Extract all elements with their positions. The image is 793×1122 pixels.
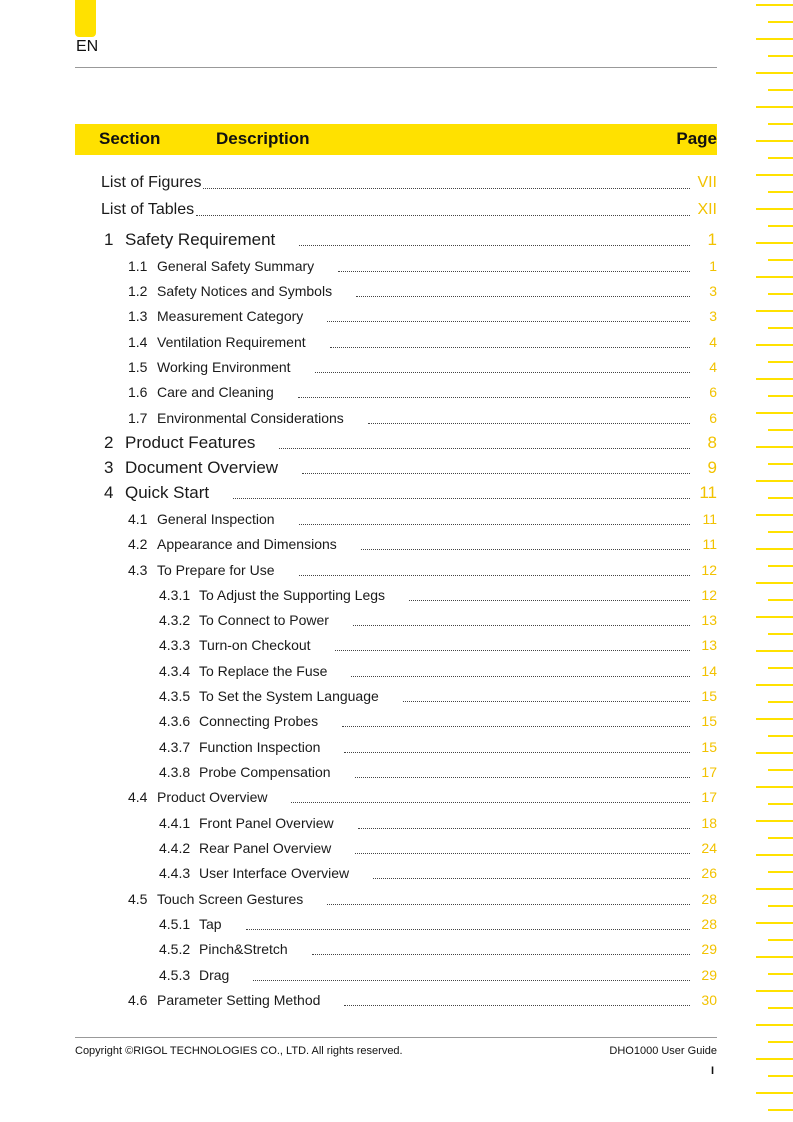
side-tick — [768, 21, 793, 23]
toc-entry[interactable] — [0, 989, 717, 1011]
toc-entry-page: 3 — [709, 283, 717, 299]
toc-entry[interactable] — [0, 634, 717, 656]
side-tick — [768, 871, 793, 873]
side-tick — [756, 718, 793, 720]
toc-entry-title: Front Panel Overview — [199, 815, 334, 831]
toc-entry-title: Quick Start — [125, 483, 210, 502]
toc-dot-leader — [338, 270, 690, 272]
toc-entry[interactable] — [0, 736, 717, 758]
side-tick — [756, 344, 793, 346]
toc-entry-title: Appearance and Dimensions — [157, 536, 337, 552]
side-tick — [756, 616, 793, 618]
side-tick — [756, 242, 793, 244]
toc-dot-leader — [203, 187, 690, 189]
toc-entry-page: VII — [697, 174, 717, 191]
toc-entry-page: 6 — [709, 384, 717, 400]
side-tick — [768, 259, 793, 261]
side-tick — [768, 735, 793, 737]
toc-entry-page: 4 — [709, 334, 717, 350]
side-tick — [768, 191, 793, 193]
side-decoration — [750, 0, 793, 1122]
toc-dot-leader — [342, 725, 690, 727]
toc-dot-leader — [344, 751, 690, 753]
toc-entry[interactable] — [0, 660, 717, 682]
toc-entry-page: 8 — [707, 433, 717, 452]
toc-entry-number: 1.1 — [128, 258, 148, 274]
side-tick — [756, 990, 793, 992]
toc-entry-title: Safety Notices and Symbols — [157, 283, 333, 299]
toc-entry-number: 4.5.1 — [159, 916, 191, 932]
side-tick — [768, 701, 793, 703]
toc-entry-title: To Connect to Power — [199, 612, 329, 628]
toc-entry[interactable] — [0, 432, 717, 454]
toc-entry-title: Connecting Probes — [199, 713, 319, 729]
toc-entry-number: 2 — [104, 433, 114, 452]
toc-entry-number: 4.4.1 — [159, 815, 191, 831]
toc-dot-leader — [246, 928, 690, 930]
toc-entry-page: 14 — [701, 663, 717, 679]
toc-entry[interactable] — [0, 862, 717, 884]
toc-entry-page: 30 — [701, 992, 717, 1008]
toc-entry-title: Function Inspection — [199, 739, 321, 755]
toc-entry[interactable] — [0, 255, 717, 277]
toc-entry-title: Care and Cleaning — [157, 384, 274, 400]
side-tick — [756, 412, 793, 414]
toc-entry[interactable] — [0, 964, 717, 986]
toc-entry-title: Tap — [199, 916, 222, 932]
toc-entry-title: Rear Panel Overview — [199, 840, 332, 856]
side-tick — [768, 803, 793, 805]
toc-entry-page: 15 — [701, 739, 717, 755]
side-tick — [768, 327, 793, 329]
side-tick — [768, 939, 793, 941]
side-tick — [768, 157, 793, 159]
toc-entry-number: 1 — [104, 230, 114, 249]
side-tick — [756, 956, 793, 958]
toc-dot-leader — [356, 295, 690, 297]
toc-entry-page: 9 — [707, 458, 717, 477]
toc-entry-page: 17 — [701, 764, 717, 780]
toc-entry-title: Working Environment — [157, 359, 291, 375]
footer-guide-title: DHO1000 User Guide — [609, 1045, 717, 1057]
side-tick — [768, 973, 793, 975]
toc-entry[interactable] — [0, 356, 717, 378]
header-page-label: Page — [676, 129, 717, 148]
toc-entry-number: 1.6 — [128, 384, 148, 400]
side-tick — [768, 55, 793, 57]
toc-entry-number: 4.3.6 — [159, 713, 191, 729]
toc-entry[interactable] — [0, 172, 717, 194]
side-tick — [756, 820, 793, 822]
side-tick — [768, 769, 793, 771]
toc-entry-number: 4.3.2 — [159, 612, 191, 628]
side-tick — [756, 786, 793, 788]
side-tick — [768, 225, 793, 227]
toc-entry-title: Ventilation Requirement — [157, 334, 306, 350]
toc-entry-number: 4.2 — [128, 536, 148, 552]
toc-entry-title: Safety Requirement — [125, 230, 276, 249]
toc-entry-title: Parameter Setting Method — [157, 992, 321, 1008]
toc-dot-leader — [353, 624, 690, 626]
footer-copyright: Copyright ©RIGOL TECHNOLOGIES CO., LTD. All rights reserved. — [75, 1045, 403, 1057]
toc-dot-leader — [291, 801, 690, 803]
toc-entry-page: 11 — [702, 536, 717, 552]
toc-entry-page: 15 — [701, 713, 717, 729]
side-tick — [756, 480, 793, 482]
toc-entry[interactable] — [0, 508, 717, 530]
toc-entry-page: 12 — [701, 587, 717, 603]
side-tick — [768, 395, 793, 397]
side-tick — [756, 922, 793, 924]
toc-entry-title: Touch Screen Gestures — [157, 891, 304, 907]
toc-entry-number: 4.5.3 — [159, 967, 191, 983]
toc-dot-leader — [315, 371, 690, 373]
side-tick — [768, 565, 793, 567]
side-tick — [756, 548, 793, 550]
toc-dot-leader — [344, 1004, 690, 1006]
toc-entry-title: List of Figures — [101, 174, 202, 191]
side-tick — [768, 1109, 793, 1111]
toc-entry-number: 4.3.4 — [159, 663, 191, 679]
toc-entry[interactable] — [0, 938, 717, 960]
toc-entry-number: 3 — [104, 458, 114, 477]
toc-entry[interactable] — [0, 609, 717, 631]
side-tick — [756, 888, 793, 890]
toc-entry-title: Drag — [199, 967, 230, 983]
toc-entry-page: 28 — [701, 916, 717, 932]
toc-dot-leader — [355, 852, 690, 854]
toc-entry-number: 4.3.7 — [159, 739, 191, 755]
side-tick — [768, 1041, 793, 1043]
side-tick — [756, 650, 793, 652]
toc-entry-page: 1 — [707, 230, 717, 249]
side-tick — [768, 633, 793, 635]
toc-entry-title: To Adjust the Supporting Legs — [199, 587, 386, 603]
toc-entry-number: 4.3.3 — [159, 637, 191, 653]
toc-entry-number: 1.4 — [128, 334, 148, 350]
toc-entry[interactable] — [0, 812, 717, 834]
side-tick — [768, 89, 793, 91]
toc-entry[interactable] — [0, 913, 717, 935]
toc-entry-title: Document Overview — [125, 458, 279, 477]
footer-rule — [75, 1037, 717, 1038]
side-tick — [768, 599, 793, 601]
toc-entry-page: 15 — [701, 688, 717, 704]
toc-entry[interactable] — [0, 331, 717, 353]
side-tick — [756, 140, 793, 142]
footer-page-number: I — [711, 1065, 715, 1077]
toc-entry-title: General Safety Summary — [157, 258, 315, 274]
toc-entry-title: To Prepare for Use — [157, 562, 275, 578]
toc-dot-leader — [233, 497, 690, 499]
toc-entry-number: 4.4.3 — [159, 865, 191, 881]
toc-entry-number: 4.3.8 — [159, 764, 191, 780]
toc-dot-leader — [327, 320, 690, 322]
side-tick — [756, 174, 793, 176]
toc-entry-title: To Set the System Language — [199, 688, 379, 704]
toc-entry-number: 4.5 — [128, 891, 148, 907]
toc-entry[interactable] — [0, 381, 717, 403]
toc-entry-title: List of Tables — [101, 201, 195, 218]
side-tick — [768, 429, 793, 431]
side-tick — [756, 1092, 793, 1094]
toc-entry[interactable] — [0, 305, 717, 327]
header-rule — [75, 67, 717, 68]
toc-dot-leader — [299, 244, 690, 246]
toc-entry[interactable] — [0, 559, 717, 581]
toc-entry-title: To Replace the Fuse — [199, 663, 328, 679]
toc-dot-leader — [403, 700, 690, 702]
toc-entry-number: 4 — [104, 483, 114, 502]
side-tick — [756, 310, 793, 312]
toc-entry-page: 26 — [701, 865, 717, 881]
side-tick — [768, 667, 793, 669]
toc-entry-title: Pinch&Stretch — [199, 941, 288, 957]
toc-entry-number: 4.1 — [128, 511, 148, 527]
toc-entry[interactable] — [0, 710, 717, 732]
side-tick — [756, 38, 793, 40]
toc-entry[interactable] — [0, 199, 717, 221]
toc-entry-number: 4.3.1 — [159, 587, 191, 603]
toc-entry-title: Product Overview — [157, 789, 268, 805]
side-tick — [756, 106, 793, 108]
toc-entry[interactable] — [0, 482, 717, 504]
toc-dot-leader — [358, 827, 690, 829]
toc-entry-number: 1.7 — [128, 410, 148, 426]
toc-entry-page: 11 — [702, 511, 717, 527]
toc-entry-number: 4.4.2 — [159, 840, 191, 856]
toc-entry[interactable] — [0, 685, 717, 707]
side-tick — [768, 1075, 793, 1077]
toc-entry-page: 18 — [701, 815, 717, 831]
side-tick — [768, 497, 793, 499]
toc-dot-leader — [312, 953, 690, 955]
side-tick — [768, 123, 793, 125]
toc-header-bar — [75, 124, 717, 155]
toc-entry[interactable] — [0, 837, 717, 859]
toc-entry[interactable] — [0, 761, 717, 783]
toc-entry-page: 6 — [709, 410, 717, 426]
side-tick — [756, 1024, 793, 1026]
toc-dot-leader — [330, 346, 690, 348]
toc-entry-page: 29 — [701, 941, 717, 957]
toc-dot-leader — [298, 396, 690, 398]
side-tick — [756, 378, 793, 380]
toc-entry-page: 17 — [701, 789, 717, 805]
side-tick — [768, 1007, 793, 1009]
toc-dot-leader — [368, 422, 690, 424]
toc-entry-number: 4.6 — [128, 992, 148, 1008]
toc-entry[interactable] — [0, 584, 717, 606]
side-tick — [756, 1058, 793, 1060]
toc-entry-page: 4 — [709, 359, 717, 375]
toc-entry-page: 12 — [701, 562, 717, 578]
toc-entry-page: 3 — [709, 308, 717, 324]
toc-entry-page: 1 — [709, 258, 717, 274]
toc-entry[interactable] — [0, 533, 717, 555]
toc-entry[interactable] — [0, 888, 717, 910]
toc-entry[interactable] — [0, 407, 717, 429]
toc-entry-page: 29 — [701, 967, 717, 983]
toc-entry-title: General Inspection — [157, 511, 275, 527]
toc-entry-page: 24 — [701, 840, 717, 856]
side-tick — [768, 837, 793, 839]
side-tick — [756, 208, 793, 210]
toc-entry-title: Turn-on Checkout — [199, 637, 311, 653]
toc-dot-leader — [409, 599, 690, 601]
side-tick — [768, 531, 793, 533]
toc-entry-title: Environmental Considerations — [157, 410, 344, 426]
toc-dot-leader — [327, 903, 690, 905]
toc-entry-number: 4.3 — [128, 562, 148, 578]
toc-dot-leader — [299, 523, 690, 525]
side-tick — [756, 4, 793, 6]
toc-dot-leader — [302, 472, 690, 474]
toc-dot-leader — [253, 979, 690, 981]
toc-dot-leader — [196, 214, 690, 216]
side-tick — [756, 854, 793, 856]
toc-entry-number: 1.2 — [128, 283, 148, 299]
side-tick — [756, 276, 793, 278]
side-tick — [756, 514, 793, 516]
side-tick — [756, 72, 793, 74]
chapter-tab-marker — [75, 0, 96, 37]
toc-entry-number: 4.3.5 — [159, 688, 191, 704]
toc-dot-leader — [351, 675, 690, 677]
language-label: EN — [76, 38, 99, 55]
toc-entry-number: 1.5 — [128, 359, 148, 375]
toc-entry-number: 1.3 — [128, 308, 148, 324]
toc-entry-title: User Interface Overview — [199, 865, 350, 881]
toc-entry-title: Probe Compensation — [199, 764, 331, 780]
toc-dot-leader — [361, 548, 690, 550]
toc-entry-page: 28 — [701, 891, 717, 907]
toc-dot-leader — [373, 877, 690, 879]
toc-entry-page: 11 — [699, 483, 717, 502]
header-section-label: Section — [99, 129, 161, 148]
side-tick — [756, 582, 793, 584]
toc-entry[interactable] — [0, 457, 717, 479]
toc-dot-leader — [299, 574, 690, 576]
toc-entry-page: 13 — [701, 637, 717, 653]
side-tick — [768, 361, 793, 363]
toc-entry-title: Product Features — [125, 433, 256, 452]
toc-entry-page: XII — [697, 201, 717, 218]
toc-dot-leader — [279, 447, 690, 449]
toc-entry[interactable] — [0, 786, 717, 808]
toc-entry-number: 4.5.2 — [159, 941, 191, 957]
toc-entry-page: 13 — [701, 612, 717, 628]
side-tick — [768, 905, 793, 907]
side-tick — [768, 293, 793, 295]
header-description-label: Description — [216, 129, 310, 148]
toc-entry[interactable] — [0, 280, 717, 302]
toc-dot-leader — [355, 776, 690, 778]
side-tick — [768, 463, 793, 465]
side-tick — [756, 446, 793, 448]
toc-entry-title: Measurement Category — [157, 308, 304, 324]
side-tick — [756, 684, 793, 686]
toc-dot-leader — [335, 649, 690, 651]
toc-entry[interactable] — [0, 229, 717, 251]
toc-entry-number: 4.4 — [128, 789, 148, 805]
side-tick — [756, 752, 793, 754]
